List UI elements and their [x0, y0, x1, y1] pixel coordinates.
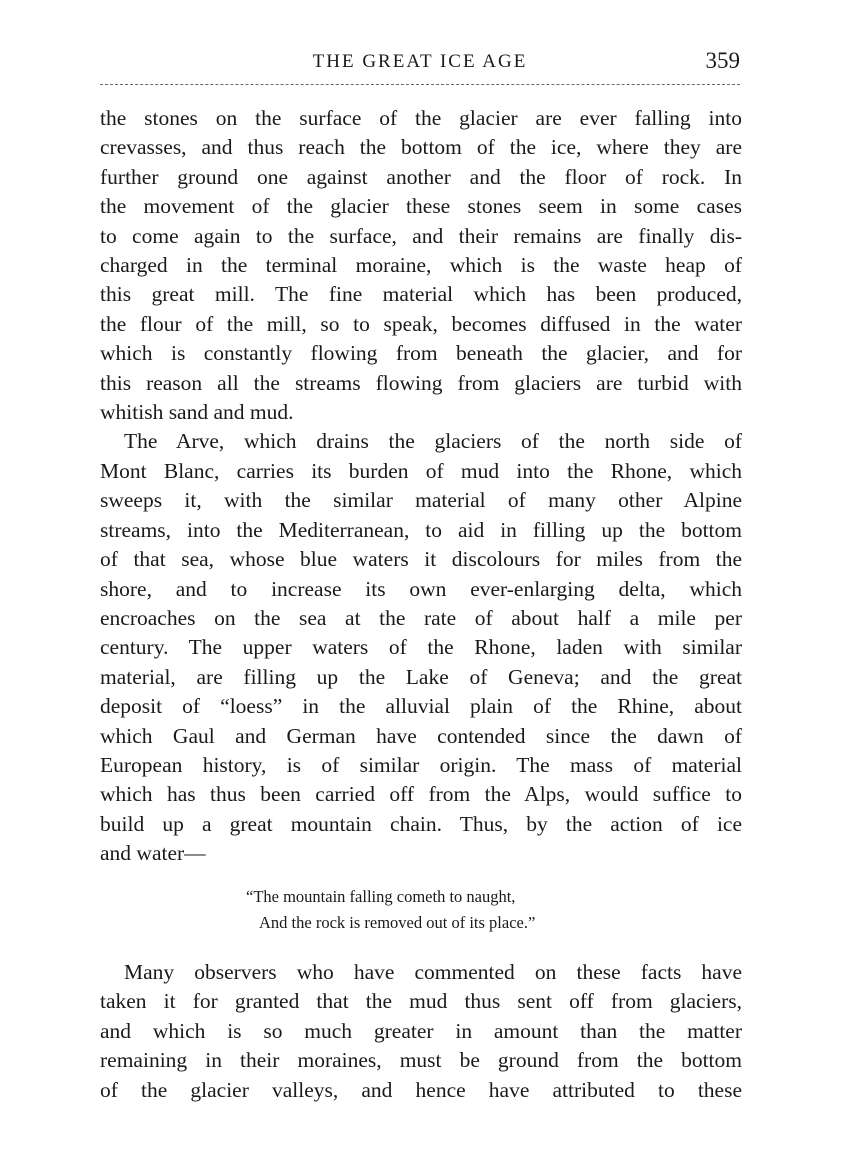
text-line: The Arve, which drains the glaciers of the north side of: [124, 429, 742, 454]
text-line: charged in the terminal moraine, which is the waste heap of: [100, 253, 742, 278]
body-text: [100, 104, 742, 869]
text-line: streams, into the Mediterranean, to aid in filling up the bottom: [100, 517, 742, 542]
text-line: build up a great mountain chain. Thus, by the action of ice: [100, 811, 742, 836]
text-line: crevasses, and thus reach the bottom of the ice, where they are: [100, 135, 742, 160]
text-line: sweeps it, with the similar material of many other Alpine: [100, 488, 742, 513]
running-head-title: THE GREAT ICE AGE: [312, 51, 528, 72]
text-line: European history, is of similar origin. The mass of material: [100, 752, 742, 777]
paragraph-1: [100, 104, 742, 427]
running-head: [100, 48, 740, 76]
page-number: 359: [705, 48, 740, 73]
text-line: and which is so much greater in amount than the matter: [100, 1018, 742, 1043]
paragraph-2: [100, 427, 742, 868]
body-text-continued: [100, 958, 742, 1105]
text-line: of the glacier valleys, and hence have attributed to these: [100, 1077, 742, 1102]
text-line: to come again to the surface, and their remains are finally dis-: [100, 223, 742, 248]
verse-quotation: [0, 884, 850, 936]
text-line: encroaches on the sea at the rate of about half a mile per: [100, 605, 742, 630]
quotation-line: “The mountain falling cometh to naught,: [246, 887, 516, 906]
text-line: remaining in their moraines, must be ground from the bottom: [100, 1048, 742, 1073]
text-line: the flour of the mill, so to speak, becomes diffused in the water: [100, 311, 742, 336]
text-line: Mont Blanc, carries its burden of mud into the Rhone, which: [100, 458, 742, 483]
paragraph-3: [100, 958, 742, 1105]
text-line: material, are filling up the Lake of Geneva; and the great: [100, 664, 742, 689]
text-line: which Gaul and German have contended since the dawn of: [100, 723, 742, 748]
text-line: century. The upper waters of the Rhone, laden with similar: [100, 635, 742, 660]
text-line: shore, and to increase its own ever-enlarging delta, which: [100, 576, 742, 601]
text-line: this great mill. The fine material which has been produced,: [100, 282, 742, 307]
header-rule: [100, 84, 740, 85]
text-line: deposit of “loess” in the alluvial plain of the Rhine, about: [100, 694, 742, 719]
text-line: further ground one against another and the floor of rock. In: [100, 164, 742, 189]
text-line: the movement of the glacier these stones seem in some cases: [100, 194, 742, 219]
quotation-line: And the rock is removed out of its place.”: [259, 913, 536, 932]
text-line: which has thus been carried off from the Alps, would suffice to: [100, 782, 742, 807]
text-line: which is constantly flowing from beneath the glacier, and for: [100, 341, 742, 366]
text-line: this reason all the streams flowing from glaciers are turbid with: [100, 370, 742, 395]
text-line: and water—: [100, 841, 206, 866]
text-line: the stones on the surface of the glacier are ever falling into: [100, 106, 742, 130]
text-line: taken it for granted that the mud thus sent off from glaciers,: [100, 989, 742, 1014]
text-line: whitish sand and mud.: [100, 400, 294, 425]
text-line: Many observers who have commented on these facts have: [124, 960, 742, 984]
text-line: of that sea, whose blue waters it discolours for miles from the: [100, 547, 742, 572]
